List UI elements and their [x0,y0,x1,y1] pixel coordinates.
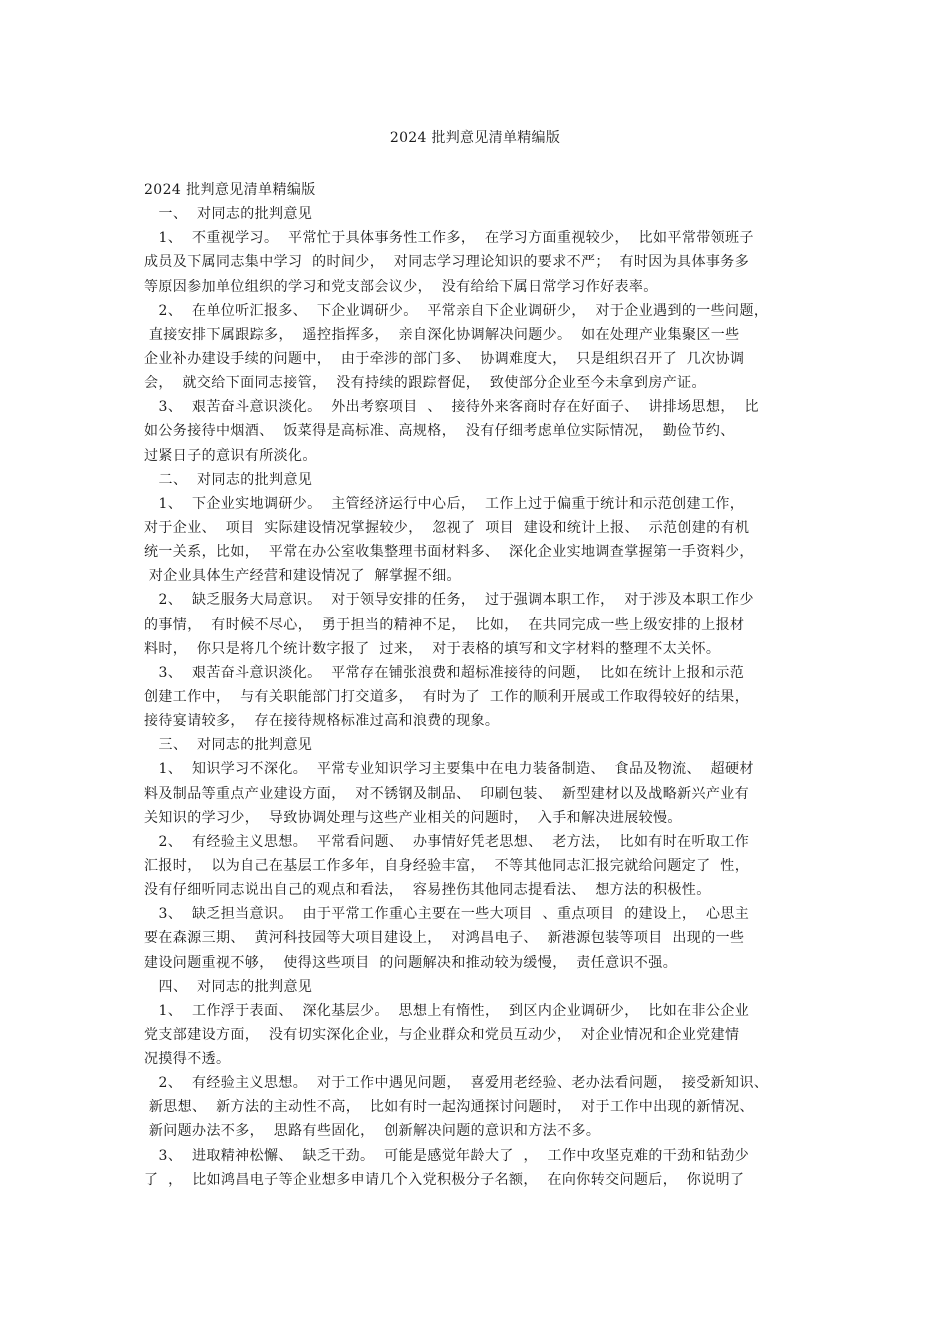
text-line: 成员及下属同志集中学习 的时间少， 对同志学习理论知识的要求不严； 有时因为具体事务多 [144,254,750,271]
text-line: 党支部建设方面， 没有切实深化企业，与企业群众和党员互动少， 对企业情况和企业党建情 [144,1026,740,1043]
text-line: 2、 有经验主义思想。 平常看问题、 办事情好凭老思想、 老方法， 比如有时在听取工作 [144,833,750,850]
text-line: 会， 就交给下面同志接管， 没有持续的跟踪督促， 致使部分企业至今未拿到房产证。 [144,375,706,392]
text-line: 新思想、 新方法的主动性不高， 比如有时一起沟通探讨问题时， 对于工作中出现的新情况、 [144,1099,754,1116]
text-line: 建设问题重视不够， 使得这些项目 的问题解决和推动较为缓慢， 责任意识不强。 [144,954,678,971]
text-line: 对企业具体生产经营和建设情况了 解掌握不细。 [144,568,461,585]
text-line: 直接安排下属跟踪多， 遥控指挥多， 亲自深化协调解决问题少。 如在处理产业集聚区一些 [144,326,740,343]
text-line: 没有仔细听同志说出自己的观点和看法， 容易挫伤其他同志提看法、 想方法的积极性。 [144,882,711,899]
text-line: 3、 缺乏担当意识。 由于平常工作重心主要在一些大项目 、重点项目 的建设上， 心思主 [144,906,750,923]
text-line: 1、 知识学习不深化。 平常专业知识学习主要集中在电力装备制造、 食品及物流、 超硬材 [144,761,754,778]
text-line: 1、 工作浮于表面、 深化基层少。 思想上有惰性， 到区内企业调研少， 比如在非公企业 [144,1002,750,1019]
text-line: 接待宴请较多， 存在接待规格标准过高和浪费的现象。 [144,713,500,730]
text-line: 要在森源三期、 黄河科技园等大项目建设上， 对鸿昌电子、 新港源包装等项目 出现的一些 [144,930,745,947]
text-line: 3、 进取精神松懈、 缺乏干劲。 可能是感觉年龄大了 ， 工作中攻坚克难的干劲和钻劲少 [144,1147,750,1164]
text-line: 等原因参加单位组织的学习和党支部会议少， 没有给给下属日常学习作好表率。 [144,278,658,295]
text-line: 对于企业、 项目 实际建设情况掌握较少， 忽视了 项目 建设和统计上报、 示范创建的有机 [144,519,750,536]
text-line: 的事情， 有时候不尽心， 勇于担当的精神不足， 比如， 在共同完成一些上级安排的上报材 [144,616,745,633]
text-line: 一、 对同志的批判意见 [144,206,313,223]
text-line: 料及制品等重点产业建设方面， 对不锈钢及制品、 印刷包装、 新型建材以及战略新兴产业有 [144,785,750,802]
text-line: 2、 在单位听汇报多、 下企业调研少。 平常亲自下企业调研少， 对于企业遇到的一些问题， [144,302,769,319]
text-line: 如公务接待中烟酒、 饭菜得是高标准、高规格， 没有仔细考虑单位实际情况， 勤俭节约、 [144,423,735,440]
text-line: 1、 下企业实地调研少。 主管经济运行中心后， 工作上过于偏重于统计和示范创建工作， [144,495,745,512]
text-line: 3、 艰苦奋斗意识淡化。 外出考察项目 、 接待外来客商时存在好面子、 讲排场思想， 比 [144,399,759,416]
text-line: 2、 缺乏服务大局意识。 对于领导安排的任务， 过于强调本职工作， 对于涉及本职工作少 [144,592,754,609]
text-line: 企业补办建设手续的问题中， 由于牵涉的部门多、 协调难度大， 只是组织召开了 几次协调 [144,350,745,367]
text-line: 2024 批判意见清单精编版 [144,182,316,198]
text-line: 关知识的学习少， 导致协调处理与这些产业相关的问题时， 入手和解决进展较慢。 [144,809,682,826]
text-line: 2、 有经验主义思想。 对于工作中遇见问题， 喜爱用老经验、老办法看问题， 接受新知识、 [144,1075,769,1092]
text-line: 料时， 你只是将几个统计数字报了 过来， 对于表格的填写和文字材料的整理不太关怀。 [144,640,721,657]
text-line: 况摸得不透。 [144,1051,231,1068]
text-line: 创建工作中， 与有关职能部门打交道多， 有时为了 工作的顺利开展或工作取得较好的结果， [144,688,750,705]
text-line: 过紧日子的意识有所淡化。 [144,447,317,464]
text-line: 二、 对同志的批判意见 [144,471,313,488]
text-line: 汇报时， 以为自己在基层工作多年，自身经验丰富， 不等其他同志汇报完就给问题定了 性， [144,857,750,874]
text-line: 1、 不重视学习。 平常忙于具体事务性工作多， 在学习方面重视较少， 比如平常带领班子 [144,230,754,247]
text-line: 新问题办法不多， 思路有些固化， 创新解决问题的意识和方法不多。 [144,1123,601,1140]
text-line: 统一关系，比如， 平常在办公室收集整理书面材料多、 深化企业实地调查掌握第一手资料少， [144,544,754,561]
document-body [144,178,824,1192]
text-line: 四、 对同志的批判意见 [144,978,313,995]
document-title: 2024 批判意见清单精编版 [389,130,561,146]
text-line: 3、 艰苦奋斗意识淡化。 平常存在铺张浪费和超标准接待的问题， 比如在统计上报和示范 [144,664,745,681]
text-line: 了 ， 比如鸿昌电子等企业想多申请几个入党积极分子名额， 在向你转交问题后， 你说明了 [144,1171,745,1188]
text-line: 三、 对同志的批判意见 [144,737,313,754]
